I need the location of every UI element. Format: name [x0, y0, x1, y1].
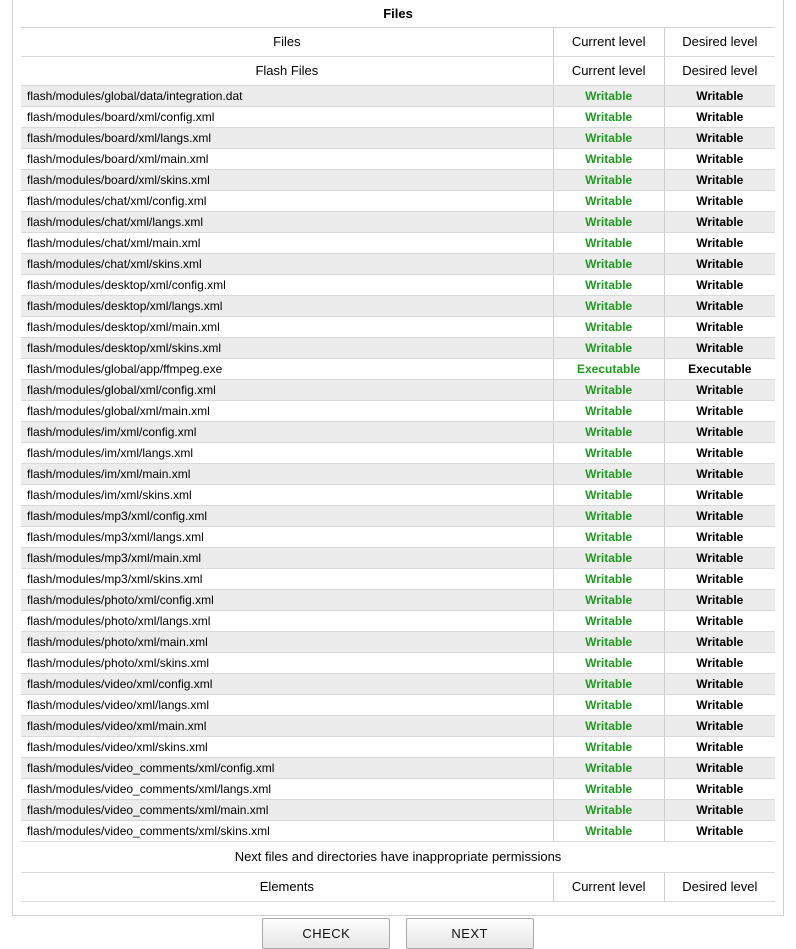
- table-row: [21, 338, 775, 359]
- table-row: [21, 464, 775, 485]
- inappropriate-permissions-note: [21, 842, 775, 873]
- table-row: [21, 758, 775, 779]
- current-level-value: Writable: [553, 590, 664, 611]
- desired-level-value: Writable: [664, 548, 775, 569]
- current-level-value: Writable: [553, 149, 664, 170]
- current-level-value: Writable: [553, 695, 664, 716]
- table-row: [21, 569, 775, 590]
- current-level-value: Writable: [553, 569, 664, 590]
- desired-level-value: Writable: [664, 380, 775, 401]
- file-path: flash/modules/desktop/xml/langs.xml: [21, 296, 553, 317]
- desired-level-value: Writable: [664, 233, 775, 254]
- current-level-value: Writable: [553, 548, 664, 569]
- current-level-value: Writable: [553, 170, 664, 191]
- table-row: [21, 611, 775, 632]
- section-title: Files: [21, 0, 775, 28]
- current-level-value: Writable: [553, 674, 664, 695]
- desired-level-value: Writable: [664, 800, 775, 821]
- current-level-value: Writable: [553, 716, 664, 737]
- table-row: [21, 443, 775, 464]
- current-level-value: Writable: [553, 317, 664, 338]
- file-path: flash/modules/desktop/xml/skins.xml: [21, 338, 553, 359]
- current-level-value: Writable: [553, 191, 664, 212]
- current-level-value: Writable: [553, 233, 664, 254]
- file-path: flash/modules/mp3/xml/main.xml: [21, 548, 553, 569]
- table-row: [21, 821, 775, 842]
- table-row: [21, 422, 775, 443]
- desired-level-value: Writable: [664, 674, 775, 695]
- elements-header-desired-level: Desired level: [664, 873, 775, 902]
- table-row: [21, 212, 775, 233]
- file-path: flash/modules/video_comments/xml/langs.xml: [21, 779, 553, 800]
- file-path: flash/modules/photo/xml/skins.xml: [21, 653, 553, 674]
- header-elements: Elements: [21, 873, 553, 902]
- desired-level-value: Writable: [664, 338, 775, 359]
- desired-level-value: Writable: [664, 569, 775, 590]
- table-row: [21, 632, 775, 653]
- file-path: flash/modules/board/xml/langs.xml: [21, 128, 553, 149]
- table-row: [21, 317, 775, 338]
- file-path: flash/modules/desktop/xml/main.xml: [21, 317, 553, 338]
- elements-header-current-level: Current level: [553, 873, 664, 902]
- desired-level-value: Writable: [664, 86, 775, 107]
- desired-level-value: Writable: [664, 485, 775, 506]
- table-row: [21, 107, 775, 128]
- current-level-value: Writable: [553, 506, 664, 527]
- desired-level-value: Writable: [664, 128, 775, 149]
- desired-level-value: Writable: [664, 716, 775, 737]
- current-level-value: Writable: [553, 653, 664, 674]
- elements-table-header: [21, 873, 775, 902]
- table-row: [21, 86, 775, 107]
- file-path: flash/modules/global/app/ffmpeg.exe: [21, 359, 553, 380]
- file-path: flash/modules/mp3/xml/config.xml: [21, 506, 553, 527]
- current-level-value: Writable: [553, 443, 664, 464]
- desired-level-value: Writable: [664, 758, 775, 779]
- flash-files-subheader: [21, 57, 775, 86]
- table-row: [21, 779, 775, 800]
- file-path: flash/modules/video/xml/main.xml: [21, 716, 553, 737]
- current-level-value: Writable: [553, 737, 664, 758]
- file-path: flash/modules/im/xml/config.xml: [21, 422, 553, 443]
- file-path: flash/modules/video_comments/xml/skins.xml: [21, 821, 553, 842]
- table-row: [21, 716, 775, 737]
- table-row: [21, 800, 775, 821]
- file-path: flash/modules/mp3/xml/langs.xml: [21, 527, 553, 548]
- table-row: [21, 590, 775, 611]
- desired-level-value: Writable: [664, 170, 775, 191]
- file-path: flash/modules/video_comments/xml/main.xml: [21, 800, 553, 821]
- file-path: flash/modules/video/xml/config.xml: [21, 674, 553, 695]
- subheader-desired-level: Desired level: [664, 57, 775, 86]
- next-button[interactable]: NEXT: [406, 918, 534, 949]
- file-path: flash/modules/board/xml/skins.xml: [21, 170, 553, 191]
- desired-level-value: Writable: [664, 695, 775, 716]
- desired-level-value: Writable: [664, 527, 775, 548]
- table-row: [21, 191, 775, 212]
- file-path: flash/modules/photo/xml/main.xml: [21, 632, 553, 653]
- subheader-current-level: Current level: [553, 57, 664, 86]
- table-row: [21, 527, 775, 548]
- current-level-value: Writable: [553, 758, 664, 779]
- current-level-value: Writable: [553, 275, 664, 296]
- desired-level-value: Writable: [664, 821, 775, 842]
- file-path: flash/modules/board/xml/config.xml: [21, 107, 553, 128]
- files-table-body: [21, 28, 775, 902]
- desired-level-value: Writable: [664, 779, 775, 800]
- current-level-value: Executable: [553, 359, 664, 380]
- button-bar: [21, 902, 775, 949]
- table-row: [21, 296, 775, 317]
- current-level-value: Writable: [553, 632, 664, 653]
- header-current-level: Current level: [553, 28, 664, 57]
- current-level-value: Writable: [553, 422, 664, 443]
- current-level-value: Writable: [553, 611, 664, 632]
- desired-level-value: Writable: [664, 401, 775, 422]
- current-level-value: Writable: [553, 821, 664, 842]
- header-desired-level: Desired level: [664, 28, 775, 57]
- desired-level-value: Writable: [664, 632, 775, 653]
- note-text: Next files and directories have inappropriate permissions: [21, 842, 775, 873]
- current-level-value: Writable: [553, 254, 664, 275]
- file-path: flash/modules/im/xml/main.xml: [21, 464, 553, 485]
- current-level-value: Writable: [553, 800, 664, 821]
- file-path: flash/modules/video_comments/xml/config.xml: [21, 758, 553, 779]
- desired-level-value: Writable: [664, 296, 775, 317]
- file-path: flash/modules/im/xml/langs.xml: [21, 443, 553, 464]
- desired-level-value: Writable: [664, 191, 775, 212]
- table-row: [21, 506, 775, 527]
- table-row: [21, 149, 775, 170]
- desired-level-value: Writable: [664, 212, 775, 233]
- table-row: [21, 653, 775, 674]
- current-level-value: Writable: [553, 296, 664, 317]
- files-table: [21, 28, 775, 902]
- desired-level-value: Writable: [664, 443, 775, 464]
- current-level-value: Writable: [553, 401, 664, 422]
- desired-level-value: Writable: [664, 149, 775, 170]
- desired-level-value: Writable: [664, 653, 775, 674]
- file-path: flash/modules/video/xml/skins.xml: [21, 737, 553, 758]
- table-row: [21, 548, 775, 569]
- file-path: flash/modules/global/data/integration.dat: [21, 86, 553, 107]
- current-level-value: Writable: [553, 380, 664, 401]
- files-table-header: [21, 28, 775, 57]
- desired-level-value: Writable: [664, 317, 775, 338]
- file-path: flash/modules/photo/xml/config.xml: [21, 590, 553, 611]
- file-path: flash/modules/mp3/xml/skins.xml: [21, 569, 553, 590]
- file-path: flash/modules/global/xml/config.xml: [21, 380, 553, 401]
- current-level-value: Writable: [553, 485, 664, 506]
- desired-level-value: Writable: [664, 254, 775, 275]
- file-path: flash/modules/photo/xml/langs.xml: [21, 611, 553, 632]
- current-level-value: Writable: [553, 464, 664, 485]
- file-path: flash/modules/global/xml/main.xml: [21, 401, 553, 422]
- file-path: flash/modules/board/xml/main.xml: [21, 149, 553, 170]
- table-row: [21, 128, 775, 149]
- current-level-value: Writable: [553, 128, 664, 149]
- desired-level-value: Writable: [664, 590, 775, 611]
- table-row: [21, 401, 775, 422]
- table-row: [21, 170, 775, 191]
- header-files: Files: [21, 28, 553, 57]
- file-path: flash/modules/desktop/xml/config.xml: [21, 275, 553, 296]
- permissions-panel: [12, 0, 784, 941]
- current-level-value: Writable: [553, 779, 664, 800]
- desired-level-value: Executable: [664, 359, 775, 380]
- table-row: [21, 485, 775, 506]
- table-row: [21, 674, 775, 695]
- desired-level-value: Writable: [664, 737, 775, 758]
- file-path: flash/modules/video/xml/langs.xml: [21, 695, 553, 716]
- current-level-value: Writable: [553, 86, 664, 107]
- table-row: [21, 737, 775, 758]
- desired-level-value: Writable: [664, 464, 775, 485]
- desired-level-value: Writable: [664, 506, 775, 527]
- table-row: [21, 359, 775, 380]
- file-path: flash/modules/chat/xml/langs.xml: [21, 212, 553, 233]
- check-button[interactable]: CHECK: [262, 918, 390, 949]
- current-level-value: Writable: [553, 338, 664, 359]
- table-row: [21, 695, 775, 716]
- desired-level-value: Writable: [664, 275, 775, 296]
- file-path: flash/modules/chat/xml/config.xml: [21, 191, 553, 212]
- file-path: flash/modules/chat/xml/skins.xml: [21, 254, 553, 275]
- file-path: flash/modules/im/xml/skins.xml: [21, 485, 553, 506]
- desired-level-value: Writable: [664, 422, 775, 443]
- desired-level-value: Writable: [664, 611, 775, 632]
- file-path: flash/modules/chat/xml/main.xml: [21, 233, 553, 254]
- subheader-flash-files: Flash Files: [21, 57, 553, 86]
- current-level-value: Writable: [553, 527, 664, 548]
- current-level-value: Writable: [553, 212, 664, 233]
- table-row: [21, 275, 775, 296]
- desired-level-value: Writable: [664, 107, 775, 128]
- current-level-value: Writable: [553, 107, 664, 128]
- table-row: [21, 233, 775, 254]
- table-row: [21, 254, 775, 275]
- table-row: [21, 380, 775, 401]
